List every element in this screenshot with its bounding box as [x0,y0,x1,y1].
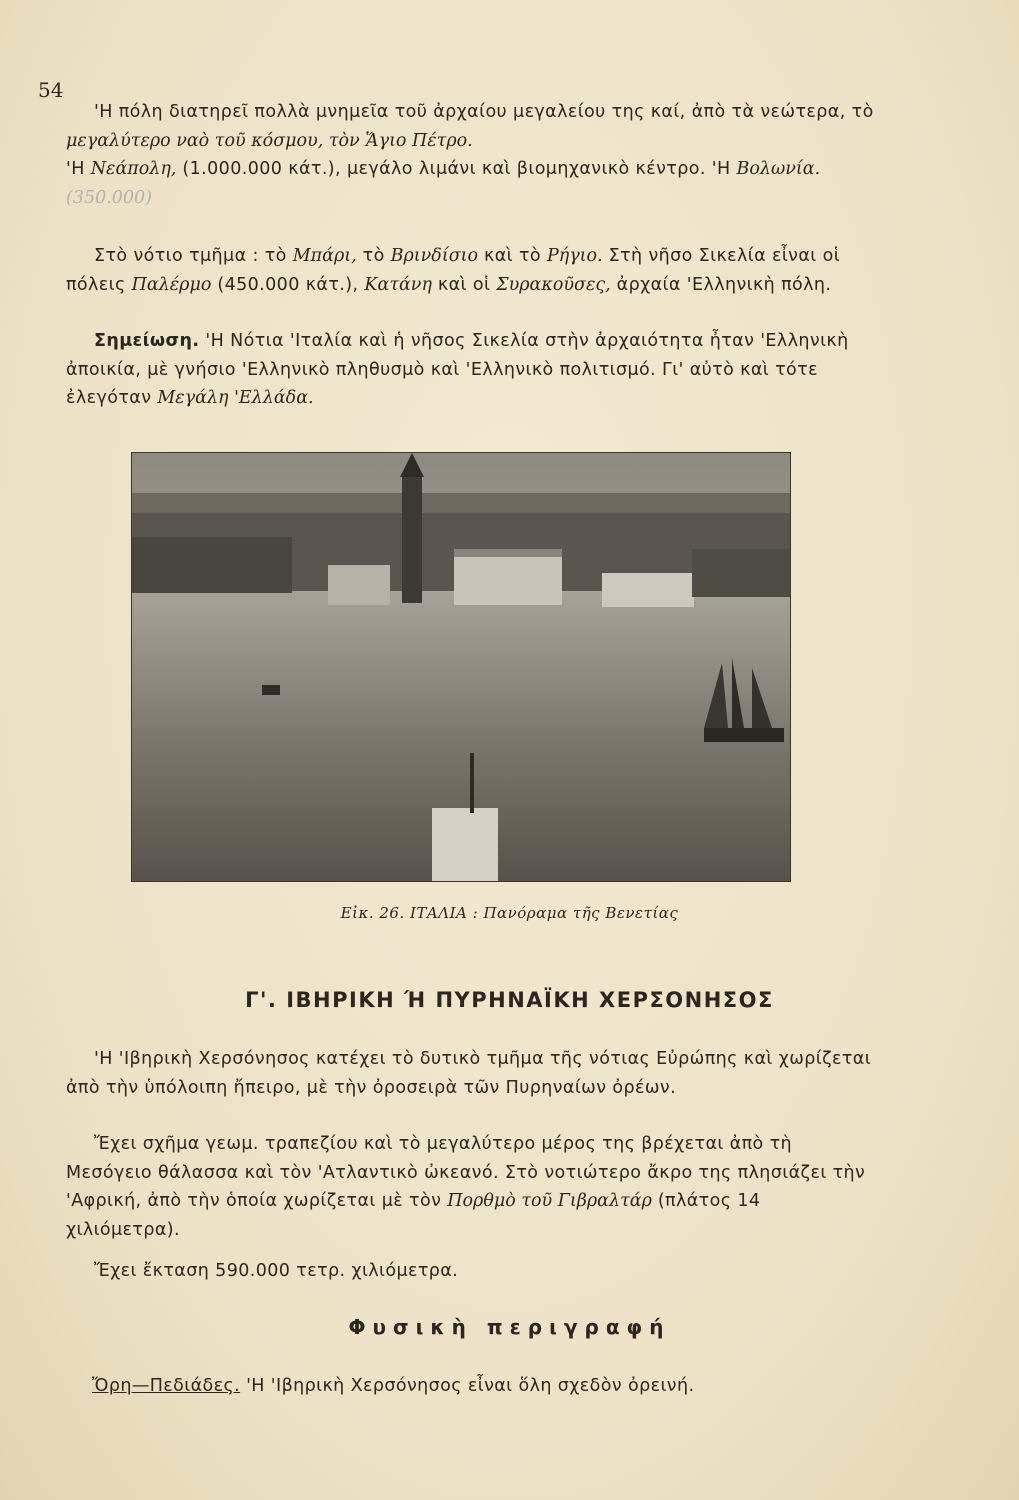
paragraph-text: Στὸ νότιο τμῆμα : τὸ [94,246,293,266]
paragraph-text: (450.000 κάτ.), [211,274,365,295]
paragraph-text: καὶ οἱ [431,274,497,295]
photo-illustration [132,453,790,881]
italic-term: Ρήγιο. [546,246,603,266]
paragraph-mountains-plains [92,1372,874,1401]
paragraph-text: Ἔχει ἔκταση 590.000 τετρ. χιλιόμετρα. [94,1261,459,1281]
page-number: 54 [38,78,64,102]
italic-term: Μπάρι, [292,246,357,266]
paragraph-text: (πλάτος 14 χιλιόμετρα). [66,1191,761,1240]
note-label: Σημείωση. [94,331,200,351]
italic-term: Βρινδίσιο [390,246,479,266]
italic-term: Παλέρμο [131,274,212,295]
section-heading: Γ'. ΙΒΗΡΙΚΗ Ή ΠΥΡΗΝΑΪΚΗ ΧΕΡΣΟΝΗΣΟΣ [245,988,774,1012]
paragraph-rome-naples [66,98,874,212]
paragraph-text: (1.000.000 κάτ.), μεγάλο λιμάνι καὶ βιομηχανικὸ κέντρο. 'Η [176,159,737,179]
paragraph-text: 'Η 'Ιβηρικὴ Χερσόνησος κατέχει τὸ δυτικὸ τμῆμα τῆς νότιας Εὐρώπης καὶ χωρίζεται ἀπὸ τὴν ὑπόλοιπη ἤπειρο, μὲ τὴν ὀροσειρὰ τῶν Πυρηναίων ὀρέων. [66,1049,872,1098]
paragraph-text: 'Η 'Ιβηρικὴ Χερσόνησος εἶναι ὅλη σχεδὸν ὀρεινή. [240,1376,695,1396]
paragraph-label: Ὄρη—Πεδιάδες. [92,1376,241,1396]
paragraph-iberian-area [66,1257,874,1286]
italic-term: Νεάπολη, [90,159,177,179]
paragraph-iberian-shape [66,1130,874,1244]
paragraph-south-italy [66,242,874,299]
handwritten-note: (350.000) [66,187,153,208]
paragraph-text: ἀρχαία 'Ελληνικὴ πόλη. [610,274,832,295]
italic-term: Πορθμὸ τοῦ Γιβραλτάρ [447,1191,652,1211]
paragraph-text: Ἔχει σχῆμα γεωμ. τραπεζίου καὶ τὸ μεγαλύτερο μέρος της βρέχεται ἀπὸ τὴ Μεσόγειο θάλασσα καὶ τὸν 'Ατλαντικὸ ὠκεανό. Στὸ νοτιώτερο ἄκρο της πλησιάζει τὴν 'Αφρική, ἀπὸ τὴν ὁποία χωρίζεται μὲ τὸν [66,1134,866,1211]
italic-term: Βολωνία. [736,159,821,179]
subsection-heading: Φυσικὴ περιγραφή [348,1315,671,1339]
venice-panorama-photo [131,452,791,882]
italic-term: Συρακοῦσες, [496,274,611,295]
paragraph-text: 'Η [66,159,91,179]
paragraph-iberian-location [66,1045,874,1102]
paragraph-text: Στὴ νῆσο Σικελία εἶναι οἱ πόλεις [66,246,841,295]
italic-term: Μεγάλη 'Ελλάδα. [157,388,314,408]
paragraph-text: 'Η πόλη διατηρεῖ πολλὰ μνημεῖα τοῦ ἀρχαίου μεγαλείου της καί, ἀπὸ τὰ νεώτερα, τὸ [94,102,874,122]
italic-term: μεγαλύτερο ναὸ τοῦ κόσμου, τὸν Ἅγιο Πέτρο. [66,130,473,151]
paragraph-text: 'Η Νότια 'Ιταλία καὶ ἡ νῆσος Σικελία στὴν ἀρχαιότητα ἦταν 'Ελληνικὴ ἀποικία, μὲ γνήσιο 'Ελληνικὸ πληθυσμὸ καὶ 'Ελληνικὸ πολιτισμό. Γι' αὐτὸ καὶ τότε ἐλεγόταν [66,331,849,408]
paragraph-note [66,327,874,413]
paragraph-text: καὶ τὸ [478,246,547,266]
italic-term: Κατάνη [364,274,432,295]
paragraph-text: τὸ [356,246,391,266]
figure-caption: Εἰκ. 26. ΙΤΑΛΙΑ : Πανόραμα τῆς Βενετίας [340,904,679,922]
